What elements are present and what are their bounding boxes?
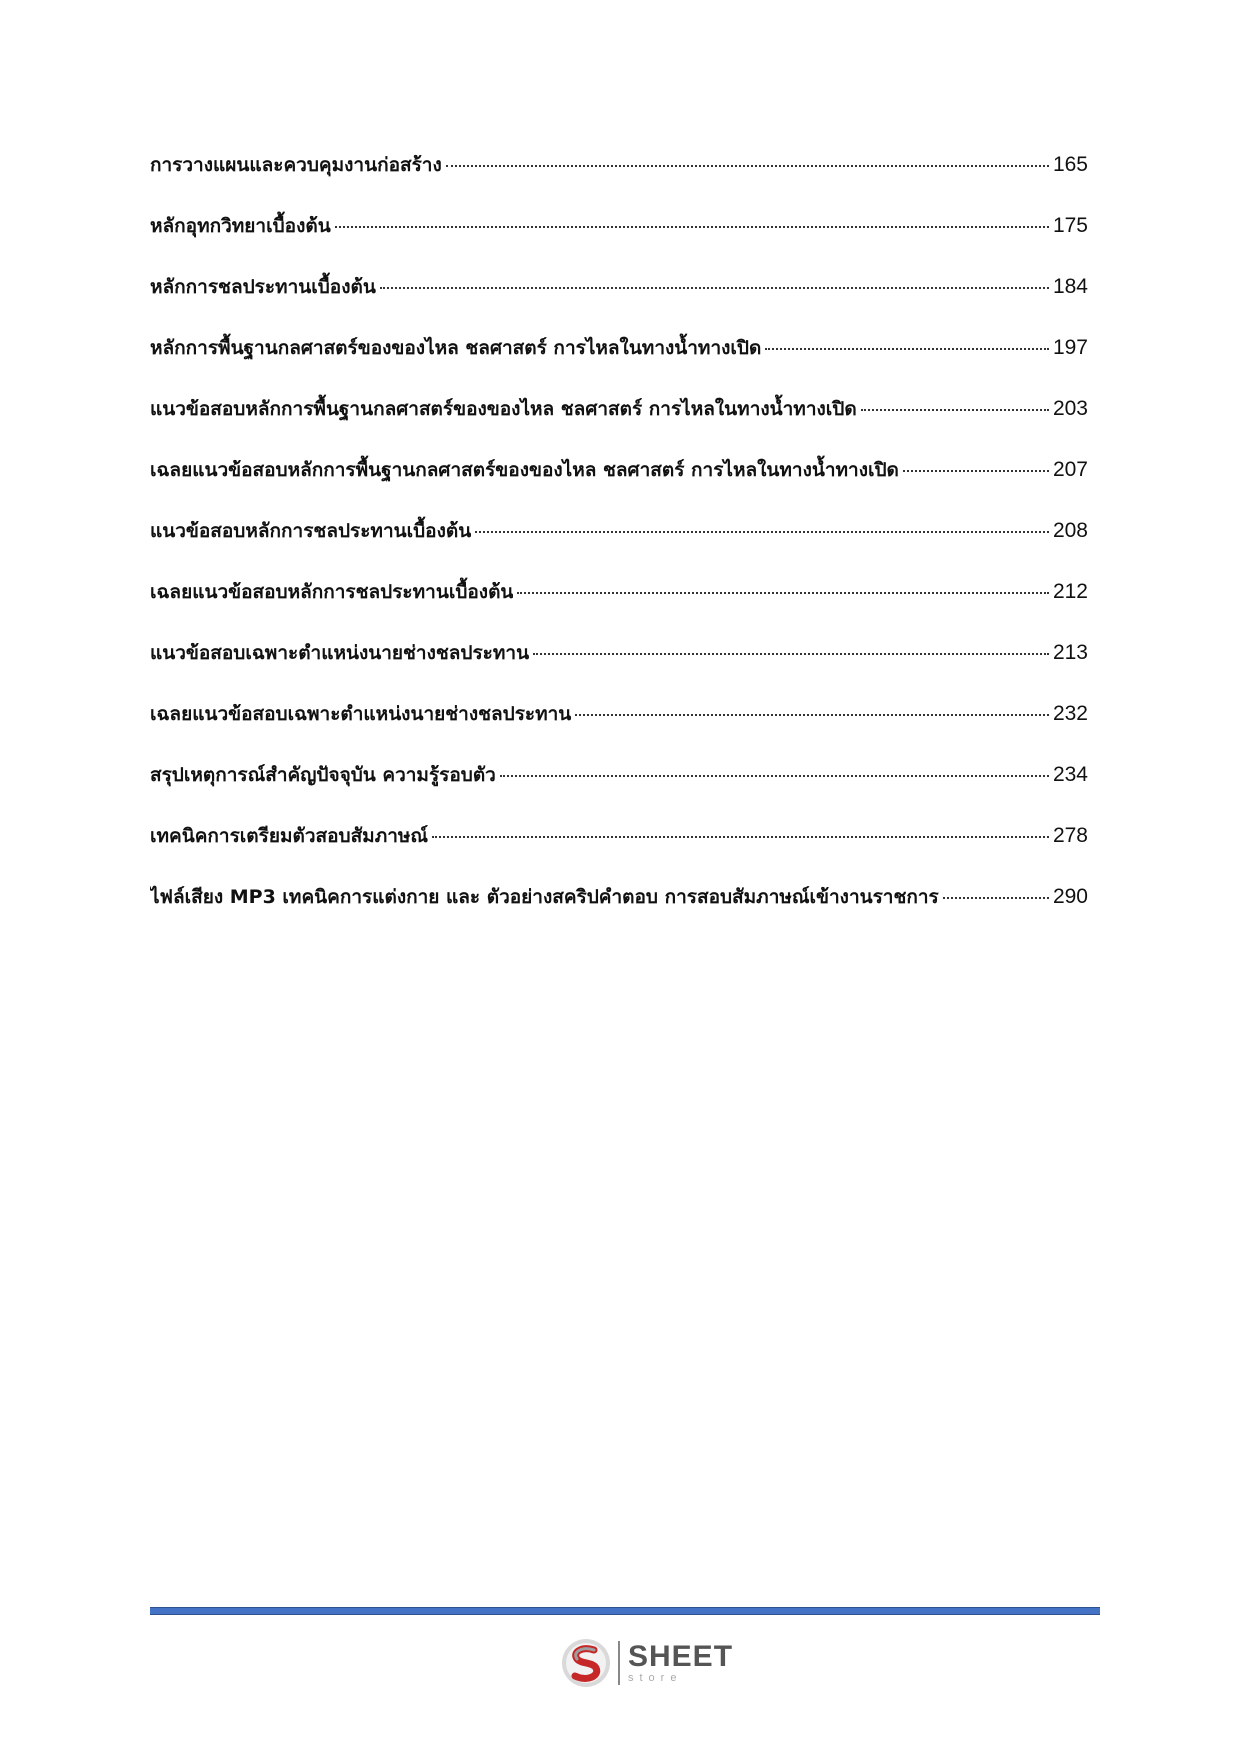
toc-entry-title: การวางแผนและควบคุมงานก่อสร้าง (150, 154, 442, 176)
toc-entry-page: 197 (1052, 336, 1088, 359)
toc-entry[interactable] (150, 150, 1088, 211)
table-of-contents (150, 150, 1088, 943)
sheet-store-logo (560, 1635, 733, 1691)
toc-leader-dots (533, 653, 1049, 655)
logo-sub-text: store (628, 1672, 683, 1684)
toc-entry[interactable] (150, 760, 1088, 821)
toc-entry-title: ไฟล์เสียง MP3 เทคนิคการแต่งกาย และ ตัวอย่างสคริปคำตอบ การสอบสัมภาษณ์เข้างานราชการ (150, 886, 939, 908)
toc-entry[interactable] (150, 394, 1088, 455)
toc-entry-page: 212 (1052, 580, 1088, 603)
toc-leader-dots (335, 226, 1049, 228)
toc-leader-dots (446, 165, 1049, 167)
toc-entry-title: เฉลยแนวข้อสอบหลักการชลประทานเบื้องต้น (150, 581, 514, 603)
toc-leader-dots (903, 470, 1049, 472)
toc-entry-page: 207 (1052, 458, 1088, 481)
toc-entry-title: แนวข้อสอบเฉพาะตำแหน่งนายช่างชลประทาน (150, 642, 530, 664)
toc-entry-title: แนวข้อสอบหลักการชลประทานเบื้องต้น (150, 520, 472, 542)
toc-leader-dots (575, 714, 1049, 716)
toc-leader-dots (380, 287, 1049, 289)
toc-entry-page: 165 (1052, 153, 1088, 176)
toc-entry-page: 290 (1052, 885, 1088, 908)
toc-entry-page: 203 (1052, 397, 1088, 420)
toc-entry[interactable] (150, 455, 1088, 516)
toc-leader-dots (943, 897, 1049, 899)
toc-entry-title: เฉลยแนวข้อสอบหลักการพื้นฐานกลศาสตร์ของของไหล ชลศาสตร์ การไหลในทางน้ำทางเปิด (150, 459, 899, 481)
toc-entry-page: 213 (1052, 641, 1088, 664)
logo-wordmark (628, 1642, 733, 1684)
toc-entry[interactable] (150, 211, 1088, 272)
footer-rule (150, 1607, 1100, 1615)
toc-leader-dots (475, 531, 1049, 533)
toc-leader-dots (517, 592, 1049, 594)
toc-entry-page: 234 (1052, 763, 1088, 786)
toc-entry-title: หลักการชลประทานเบื้องต้น (150, 276, 376, 298)
toc-entry[interactable] (150, 577, 1088, 638)
toc-leader-dots (432, 836, 1049, 838)
toc-entry-title: แนวข้อสอบหลักการพื้นฐานกลศาสตร์ของของไหล ชลศาสตร์ การไหลในทางน้ำทางเปิด (150, 398, 857, 420)
logo-brand-text: SHEET (628, 1640, 734, 1673)
toc-entry[interactable] (150, 516, 1088, 577)
toc-entry[interactable] (150, 882, 1088, 943)
toc-entry-title: สรุปเหตุการณ์สำคัญปัจจุบัน ความรู้รอบตัว (150, 764, 496, 786)
toc-entry[interactable] (150, 821, 1088, 882)
toc-entry[interactable] (150, 638, 1088, 699)
toc-entry-title: เฉลยแนวข้อสอบเฉพาะตำแหน่งนายช่างชลประทาน (150, 703, 572, 725)
toc-leader-dots (861, 409, 1049, 411)
toc-entry-page: 184 (1052, 275, 1088, 298)
toc-entry[interactable] (150, 272, 1088, 333)
toc-leader-dots (765, 348, 1049, 350)
toc-entry-title: หลักอุทกวิทยาเบื้องต้น (150, 215, 331, 237)
toc-entry-page: 208 (1052, 519, 1088, 542)
toc-entry-page: 232 (1052, 702, 1088, 725)
logo-divider (618, 1641, 620, 1685)
toc-entry-page: 175 (1052, 214, 1088, 237)
toc-entry[interactable] (150, 333, 1088, 394)
toc-entry-page: 278 (1052, 824, 1088, 847)
sheet-store-logo-icon (560, 1637, 612, 1689)
toc-entry-title: หลักการพื้นฐานกลศาสตร์ของของไหล ชลศาสตร์ การไหลในทางน้ำทางเปิด (150, 337, 762, 359)
toc-entry-title: เทคนิคการเตรียมตัวสอบสัมภาษณ์ (150, 825, 429, 847)
toc-entry[interactable] (150, 699, 1088, 760)
toc-leader-dots (500, 775, 1049, 777)
